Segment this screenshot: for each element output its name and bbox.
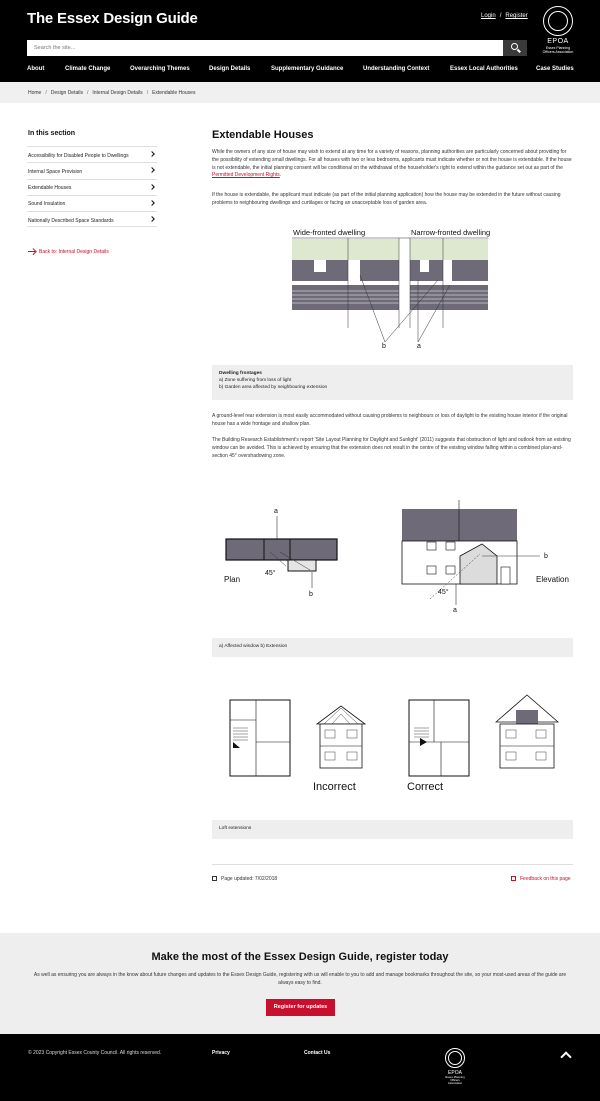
nav-understanding-context[interactable]: Understanding Context	[363, 66, 430, 72]
auth-separator: /	[499, 13, 502, 19]
caption-line-b: b) Garden area affected by neighbouring extension	[219, 384, 328, 390]
figure-caption-plan-elevation: a) Affected window b) Extension	[212, 638, 573, 657]
site-footer	[0, 1034, 600, 1101]
contact-link[interactable]: Contact Us	[304, 1050, 331, 1056]
elevation-label-45: 45°	[438, 589, 449, 596]
label-b: b	[382, 343, 386, 350]
breadcrumb-design-details[interactable]: Design Details	[50, 90, 83, 96]
sidebar-item-label: Internal Space Provision	[28, 168, 83, 175]
privacy-link[interactable]: Privacy	[212, 1050, 230, 1056]
label-incorrect: Incorrect	[313, 781, 356, 793]
nav-about[interactable]: About	[27, 66, 45, 72]
elevation-label: Elevation	[536, 575, 569, 584]
sidebar-item-label: Nationally Described Space Standards	[28, 217, 114, 224]
register-text: As well as ensuring you are always in the know about future changes and updates to the Essex Design Guide, registering with us will enable to you to add and manage bookmarks throughout the site, so your most-used areas of the guide are always easy to find.	[33, 972, 567, 986]
site-title[interactable]: The Essex Design Guide	[27, 10, 198, 27]
footer-logo-text: EPOA	[448, 1070, 462, 1076]
calendar-icon	[212, 876, 217, 881]
page-title: Extendable Houses	[212, 129, 314, 141]
sidebar-item-label: Sound Insulation	[28, 201, 66, 208]
label-wide-fronted: Wide-fronted dwelling	[293, 228, 366, 237]
auth-links	[481, 13, 528, 19]
plan-label-b: b	[309, 591, 313, 598]
elevation-label-a: a	[453, 607, 457, 614]
dwelling-frontages-diagram	[290, 225, 490, 350]
label-correct: Correct	[407, 781, 444, 793]
breadcrumb-separator: /	[146, 90, 149, 96]
intro-text-end: .	[279, 172, 282, 179]
register-button[interactable]: Register for updates	[266, 999, 335, 1016]
plan-label-45: 45°	[265, 570, 276, 577]
nav-case-studies[interactable]: Case Studies	[536, 66, 574, 72]
epoa-logo[interactable]	[540, 6, 576, 58]
feedback-link[interactable]	[511, 876, 571, 882]
feedback-label: Feedback on this page	[520, 876, 571, 882]
sidebar-nav	[27, 146, 157, 227]
chevron-right-icon	[149, 184, 155, 190]
breadcrumb-separator: /	[86, 90, 89, 96]
search-button[interactable]	[503, 40, 527, 56]
logo-ring-inner	[548, 11, 568, 31]
nav-overarching-themes[interactable]: Overarching Themes	[130, 66, 190, 72]
logo-subtext: Essex Planning Officers Association	[542, 46, 574, 54]
logo-text: EPOA	[547, 38, 569, 45]
bre-report-paragraph: The Building Research Establishment's report 'Site Layout Planning for Daylight and Sunlight' (2011) suggests that obstruction of light and outlook from an existing window can be avoided. This is achieved by ensuring that the extension does not result in the centre of the existing window falling within a combined plan-and-section 45° overshadowing zone.	[212, 437, 571, 459]
chevron-right-icon	[149, 216, 155, 222]
breadcrumb-separator: /	[45, 90, 47, 96]
breadcrumb-home[interactable]: Home	[28, 90, 42, 96]
figure-caption-frontages	[212, 365, 573, 400]
extendable-paragraph: If the house is extendable, the applicant must indicate (as part of the initial planning application) how the house may be extended in the future without causing problems to neighbouring dwellings and curtilages or facing an unacceptable loss of garden area.	[212, 192, 561, 206]
site-header	[0, 0, 600, 82]
search-icon	[511, 43, 518, 50]
main-nav	[27, 66, 575, 74]
intro-paragraph	[212, 149, 573, 180]
copyright: © 2023 Copyright Essex County Council. All rights reserved.	[28, 1050, 162, 1056]
label-narrow-fronted: Narrow-fronted dwelling	[411, 228, 491, 237]
breadcrumb-current: Extendable Houses	[152, 90, 196, 96]
sidebar-item-accessibility[interactable]	[27, 146, 157, 162]
register-link[interactable]: Register	[505, 13, 528, 19]
plan-elevation-diagram	[220, 500, 569, 615]
footer-logo-subtext: Essex Planning Officers Association	[445, 1075, 465, 1086]
intro-text: While the owners of any size of house may wish to extend at any time for a variety of reasons, planning authorities are particularly concerned about providing for the possibility of extending small dwellings. For all houses with two or less bedrooms, applicants must indicate whether or not the house is extendable. If the house is not extendable, the initial planning consent will be conditional on the withdrawal of the householder's right to extend within the guidance set out as part of the	[212, 149, 572, 171]
plan-label-a: a	[274, 508, 278, 515]
sidebar-item-label: Extendable Houses	[28, 185, 72, 192]
nav-design-details[interactable]: Design Details	[209, 66, 251, 72]
label-a: a	[417, 343, 421, 350]
register-title: Make the most of the Essex Design Guide, register today	[151, 951, 449, 963]
breadcrumb	[0, 82, 600, 103]
content-divider	[212, 864, 573, 865]
footer-logo-ring-inner	[448, 1051, 462, 1065]
ground-extension-paragraph: A ground-level rear extension is most easily accommodated without causing problems to neighbours or loss of daylight to the existing house interior if the original house has a wide frontage and shallow plan.	[212, 413, 568, 427]
back-to-top-icon[interactable]	[560, 1051, 571, 1062]
arrow-right-icon	[28, 251, 35, 252]
sidebar-item-extendable-houses[interactable]	[27, 179, 157, 195]
figure-caption-loft: Loft extensions	[212, 820, 573, 839]
page-updated	[212, 876, 277, 882]
caption-line-a: a) Zone suffering from loss of light	[219, 377, 292, 383]
chevron-right-icon	[149, 167, 155, 173]
caption-title: Dwelling frontages	[219, 371, 262, 376]
sidebar-item-label: Accessibility for Disabled People to Dwellings	[28, 152, 129, 159]
permitted-development-link[interactable]: Permitted Development Rights	[212, 172, 280, 179]
sidebar-item-space-standards[interactable]	[27, 211, 157, 227]
footer-logo[interactable]	[443, 1048, 467, 1088]
edit-icon	[511, 876, 516, 881]
sidebar-item-internal-space[interactable]	[27, 162, 157, 178]
back-link-label: Back to: Internal Design Details	[39, 249, 109, 255]
chevron-right-icon	[149, 151, 155, 157]
nav-essex-local-authorities[interactable]: Essex Local Authorities	[450, 66, 518, 72]
loft-extensions-diagram	[224, 692, 564, 797]
back-link[interactable]	[28, 249, 109, 255]
elevation-label-b: b	[544, 553, 548, 560]
nav-climate-change[interactable]: Climate Change	[65, 66, 111, 72]
search-input[interactable]: Search the site...	[27, 40, 503, 56]
login-link[interactable]: Login	[481, 13, 496, 19]
sidebar-item-sound-insulation[interactable]	[27, 195, 157, 211]
breadcrumb-internal-design-details[interactable]: Internal Design Details	[92, 90, 143, 96]
page-updated-text: Page updated: 7/02/2018	[221, 876, 278, 882]
plan-label: Plan	[224, 575, 241, 584]
nav-supplementary-guidance[interactable]: Supplementary Guidance	[271, 66, 344, 72]
register-banner	[0, 933, 600, 1034]
chevron-right-icon	[149, 200, 155, 206]
sidebar-title: In this section	[28, 130, 76, 137]
